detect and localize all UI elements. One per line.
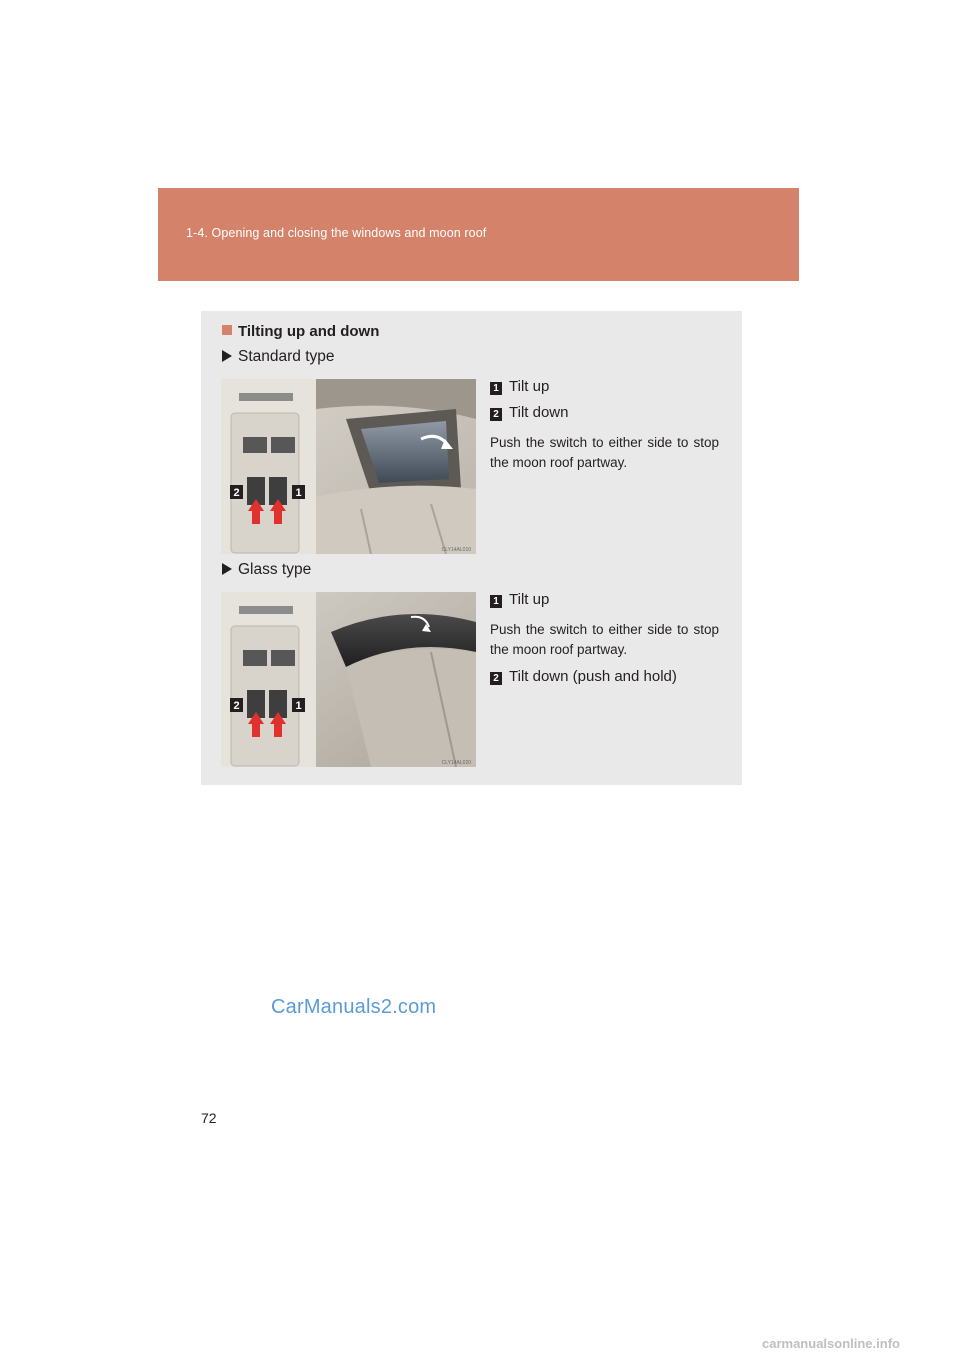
callout-2: 2 — [233, 487, 240, 499]
step-number-badge: 2 — [490, 408, 502, 421]
standard-step-2: 2 Tilt down — [490, 404, 568, 421]
step-number-badge: 1 — [490, 595, 502, 608]
glass-type-label: Glass type — [222, 561, 311, 579]
standard-note: Push the switch to either side to stop the moon roof partway. — [490, 435, 719, 470]
header-band — [158, 188, 799, 281]
callout-2: 2 — [233, 700, 240, 712]
standard-type-photo — [221, 379, 476, 554]
watermark-link[interactable]: CarManuals2.com — [271, 996, 437, 1018]
square-bullet-icon — [222, 325, 232, 335]
section-heading: Tilting up and down — [222, 323, 379, 340]
photo-code: CLY14AL010 — [441, 547, 471, 553]
step-number-badge: 2 — [490, 672, 502, 685]
callout-1: 1 — [295, 487, 302, 499]
glass-note: Push the switch to either side to stop the moon roof partway. — [490, 622, 719, 657]
standard-type-label: Standard type — [222, 348, 335, 366]
glass-step-1: 1 Tilt up — [490, 591, 549, 608]
callout-1: 1 — [295, 700, 302, 712]
step-number-badge: 1 — [490, 382, 502, 395]
content-panel — [201, 311, 742, 785]
section-title: 1-4. Opening and closing the windows and moon roof — [186, 226, 487, 240]
page-number: 72 — [201, 1110, 217, 1126]
glass-step-2: 2 Tilt down (push and hold) — [490, 668, 677, 685]
standard-step-1: 1 Tilt up — [490, 378, 549, 395]
watermark-bottom: carmanualsonline.info — [762, 1336, 900, 1351]
photo-code: CLY14AL020 — [441, 760, 471, 766]
triangle-bullet-icon — [222, 350, 232, 362]
glass-type-photo — [221, 592, 476, 767]
triangle-bullet-icon — [222, 563, 232, 575]
